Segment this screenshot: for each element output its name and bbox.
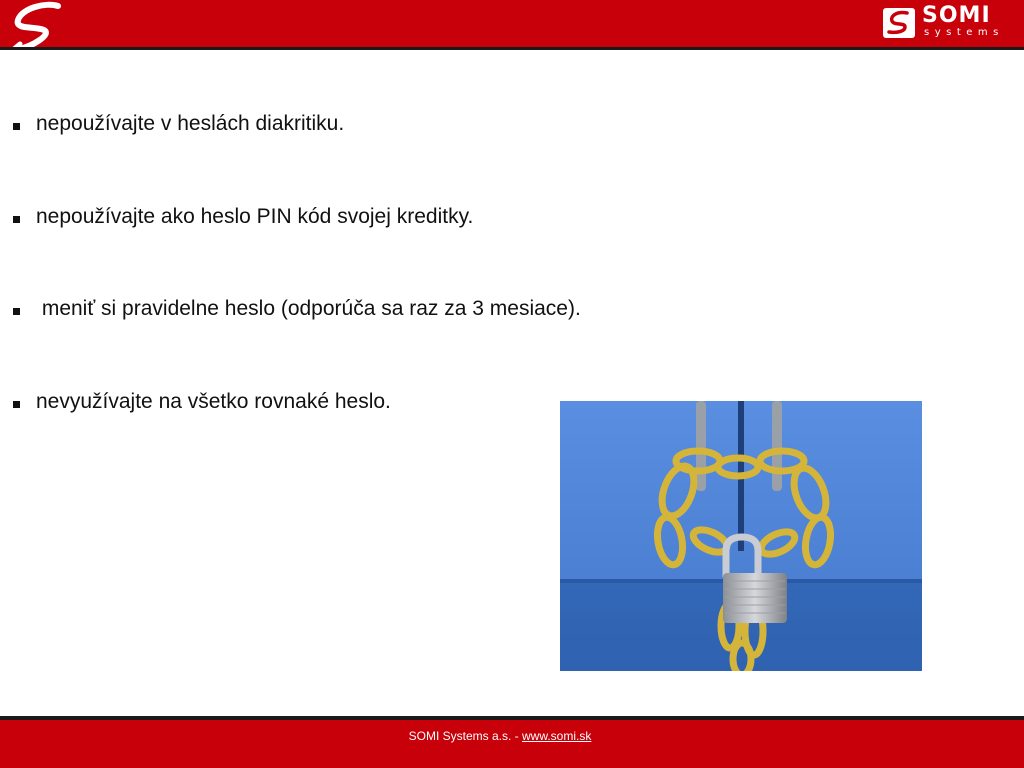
padlock-chain-photo: [560, 401, 922, 671]
bullet-text: nevyužívajte na všetko rovnaké heslo.: [36, 390, 391, 413]
bullet-icon: [13, 123, 20, 130]
bullet-text: meniť si pravidelne heslo (odporúča sa raz za 3 mesiace).: [36, 297, 581, 320]
bullet-icon: [13, 308, 20, 315]
footer-bar: [0, 720, 1024, 768]
footer-company: SOMI Systems a.s. -: [408, 729, 522, 743]
bullet-text: nepoužívajte ako heslo PIN kód svojej kreditky.: [36, 205, 474, 228]
footer-text: [0, 729, 1000, 743]
brand-name: SOMI: [922, 3, 991, 28]
brand-subtitle: systems: [924, 27, 1004, 38]
bullet-text: nepoužívajte v heslách diakritiku.: [36, 112, 345, 135]
bullet-icon: [13, 216, 20, 223]
bullet-icon: [13, 401, 20, 408]
website-link[interactable]: www.somi.sk: [522, 729, 592, 743]
